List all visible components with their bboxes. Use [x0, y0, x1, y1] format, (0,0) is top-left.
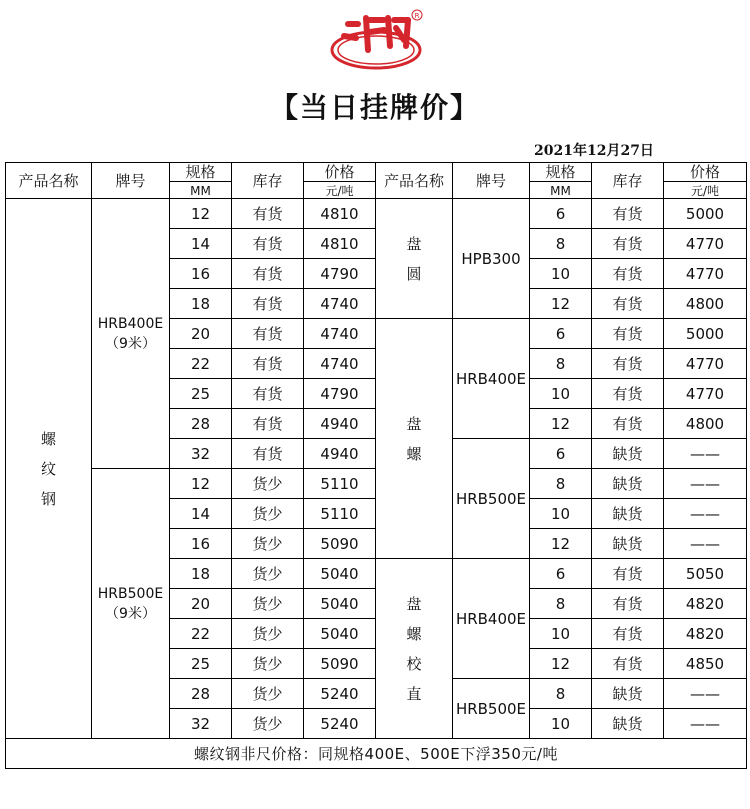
grade-hrb500e-straight: HRB500E [453, 679, 530, 739]
footer-row [6, 739, 747, 769]
table-row: 16 货少 5090 12 缺货 —— [6, 529, 747, 559]
col-price: 价格 元/吨 [304, 163, 376, 199]
col-grade-right: 牌号 [453, 163, 530, 199]
grade-hrb400e: HRB400E （9米） [92, 199, 170, 469]
svg-text:R: R [414, 12, 420, 20]
col-grade: 牌号 [92, 163, 170, 199]
col-stock: 库存 [232, 163, 304, 199]
col-spec-right: 规格 MM [530, 163, 592, 199]
grade-hrb500e: HRB500E （9米） [92, 469, 170, 739]
col-price-right: 价格 元/吨 [664, 163, 747, 199]
price-table [5, 162, 747, 769]
product-rebar: 螺 纹 钢 [6, 199, 92, 739]
page-title: 【当日挂牌价】 [269, 91, 480, 124]
product-coil-rebar: 盘 螺 [376, 319, 453, 559]
col-stock-right: 库存 [592, 163, 664, 199]
col-product: 产品名称 [6, 163, 92, 199]
table-row: 16 有货 4790 10 有货 4770 [6, 259, 747, 289]
header-row [6, 163, 747, 199]
table-row: 14 有货 4810 8 有货 4770 [6, 229, 747, 259]
grade-hrb400e-right: HRB400E [453, 319, 530, 439]
grade-hrb500e-right: HRB500E [453, 439, 530, 559]
table-row: 25 有货 4790 10 有货 4770 [6, 379, 747, 409]
product-coil-round: 盘 圆 [376, 199, 453, 319]
table-row: 32 货少 5240 10 缺货 —— [6, 709, 747, 739]
table-row: 20 货少 5040 8 有货 4820 [6, 589, 747, 619]
product-coil-straightened: 盘 螺 校 直 [376, 559, 453, 739]
table-row: 28 有货 4940 12 有货 4800 [6, 409, 747, 439]
table-row: 22 有货 4740 8 有货 4770 [6, 349, 747, 379]
footer-note: 螺纹钢非尺价格：同规格400E、500E下浮350元/吨 [6, 739, 747, 769]
table-row: 28 货少 5240 HRB500E 8 缺货 —— [6, 679, 747, 709]
table-row: 14 货少 5110 10 缺货 —— [6, 499, 747, 529]
grade-hrb400e-straight: HRB400E [453, 559, 530, 679]
table-row: 螺 纹 钢 HRB400E （9米） 12 有货 4810 盘 圆 HPB300 6 有货 5000 [6, 199, 747, 229]
price-date: 2021年12月27日 [534, 143, 654, 159]
table-row: HRB500E （9米） 12 货少 5110 8 缺货 —— [6, 469, 747, 499]
grade-hpb300: HPB300 [453, 199, 530, 319]
col-product-right: 产品名称 [376, 163, 453, 199]
table-row: 18 货少 5040 盘 螺 校 直 HRB400E 6 有货 5050 [6, 559, 747, 589]
table-row: 18 有货 4740 12 有货 4800 [6, 289, 747, 319]
col-spec: 规格 MM [170, 163, 232, 199]
table-row: 25 货少 5090 12 有货 4850 [6, 649, 747, 679]
table-row: 20 有货 4740 盘 螺 HRB400E 6 有货 5000 [6, 319, 747, 349]
table-row: 22 货少 5040 10 有货 4820 [6, 619, 747, 649]
brand-logo [326, 6, 436, 76]
table-row: 32 有货 4940 HRB500E 6 缺货 —— [6, 439, 747, 469]
